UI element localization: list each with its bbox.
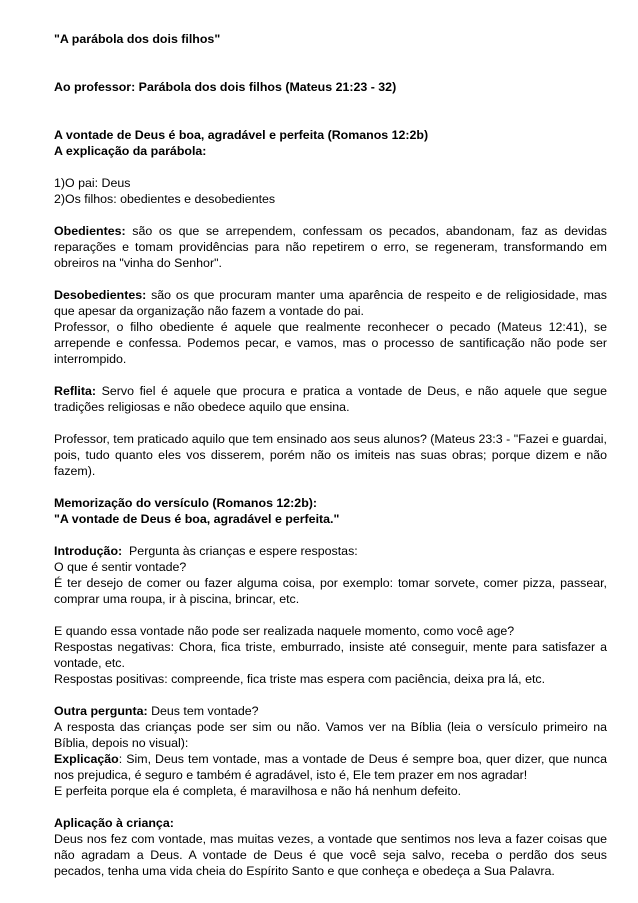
introduction-question: O que é sentir vontade? xyxy=(54,560,187,574)
list-item-father: 1)O pai: Deus xyxy=(54,176,131,190)
spacer xyxy=(54,207,607,223)
positive-answers: Respostas positivas: compreende, fica triste mas espera com paciência, deixa pra lá, etc. xyxy=(54,672,546,686)
perfect-line: E perfeita porque ela é completa, é maravilhosa e não há nenhum defeito. xyxy=(54,784,462,798)
other-question-text: Deus tem vontade? xyxy=(147,704,259,718)
spacer xyxy=(54,607,607,623)
spacer xyxy=(54,367,607,383)
professor-question-paragraph: Professor, tem praticado aquilo que tem ensinado aos seus alunos? (Mateus 23:3 - "Fazei e guardai, pois, tudo quanto eles vos disserem, porém não os imiteis nas suas obras; porque dizem e não fazem). xyxy=(54,432,607,478)
spacer xyxy=(54,271,607,287)
will-of-god-heading xyxy=(54,127,607,143)
spacer xyxy=(54,479,607,495)
introduction-line xyxy=(54,543,607,559)
explanation-text: : Sim, Deus tem vontade, mas a vontade de Deus é sempre boa, quer dizer, que nunca nos prejudica, é seguro e também é agradável, isto é, Ele tem prazer em nos agradar! xyxy=(54,752,607,782)
teacher-reference: Ao professor: Parábola dos dois filhos (Mateus 21:23 - 32) xyxy=(54,80,397,94)
reflect-label: Reflita: xyxy=(54,384,96,398)
spacer xyxy=(54,527,607,543)
memorization-verse xyxy=(54,511,607,527)
introduction-answer: É ter desejo de comer ou fazer alguma coisa, por exemplo: tomar sorvete, comer pizza, passear, comprar uma roupa, ir à piscina, brincar, etc. xyxy=(54,576,607,606)
application-heading-text: Aplicação à criança: xyxy=(54,816,174,830)
spacer xyxy=(54,799,607,815)
parable-explanation-heading-text: A explicação da parábola: xyxy=(54,144,207,158)
introduction-text: Pergunta às crianças e espere respostas: xyxy=(122,544,358,558)
application-heading xyxy=(54,815,607,831)
document-content xyxy=(54,31,607,879)
disobedient-text: são os que procuram manter uma aparência de respeito e de religiosidade, mas que apesar da organização não fazem a vontade do pai. xyxy=(54,288,607,318)
reflect-text: Servo fiel é aquele que procura e pratica a vontade de Deus, e não aquele que segue tradições religiosas e não obedece aquilo que ensina. xyxy=(54,384,607,414)
memorization-verse-text: "A vontade de Deus é boa, agradável e perfeita." xyxy=(54,512,340,526)
reflect-paragraph xyxy=(54,383,607,415)
other-question-answer: A resposta das crianças pode ser sim ou não. Vamos ver na Bíblia (leia o versículo primeiro na Bíblia, depois no visual): xyxy=(54,720,607,750)
memorization-heading-text: Memorização do versículo (Romanos 12:2b): xyxy=(54,496,318,510)
professor-note-paragraph: Professor, o filho obediente é aquele que realmente reconhecer o pecado (Mateus 12:41), se arrepende e confessa. Podemos pecar, e vamos, mas o processo de santificação não pode ser interrompido. xyxy=(54,320,607,366)
document-title: "A parábola dos dois filhos" xyxy=(54,32,221,46)
obedient-label: Obedientes: xyxy=(54,224,126,238)
spacer xyxy=(54,415,607,431)
other-question-line xyxy=(54,703,607,719)
explanation-paragraph xyxy=(54,751,607,783)
spacer xyxy=(54,687,607,703)
memorization-heading xyxy=(54,495,607,511)
will-of-god-heading-text: A vontade de Deus é boa, agradável e perfeita (Romanos 12:2b) xyxy=(54,128,429,142)
parable-explanation-heading xyxy=(54,143,607,159)
other-question-label: Outra pergunta: xyxy=(54,704,148,718)
obedient-paragraph xyxy=(54,223,607,271)
spacer xyxy=(54,159,607,175)
introduction-label: Introdução: xyxy=(54,544,123,558)
list-item-sons: 2)Os filhos: obedientes e desobedientes xyxy=(54,192,276,206)
disobedient-paragraph xyxy=(54,287,607,319)
application-paragraph: Deus nos fez com vontade, mas muitas vezes, a vontade que sentimos nos leva a fazer coisas que não agradam a Deus. A vontade de Deus é que você seja salvo, receba o perdão dos seus pecados, tenha uma vida cheia do Espírito Santo e que conheça e obedeça a Sua Palavra. xyxy=(54,832,607,878)
explanation-label: Explicação xyxy=(54,752,119,766)
negative-answers: Respostas negativas: Chora, fica triste, emburrado, insiste até conseguir, mente para satisfazer a vontade, etc. xyxy=(54,640,607,670)
spacer xyxy=(54,95,607,111)
obedient-text: são os que se arrependem, confessam os pecados, abandonam, faz as devidas reparações e tomam providências para não repetirem o erro, se regeneram, transformando em obreiros na "vinha do Senhor". xyxy=(54,224,607,270)
spacer xyxy=(54,111,607,127)
when-question: E quando essa vontade não pode ser realizada naquele momento, como você age? xyxy=(54,624,515,638)
disobedient-label: Desobedientes: xyxy=(54,288,147,302)
